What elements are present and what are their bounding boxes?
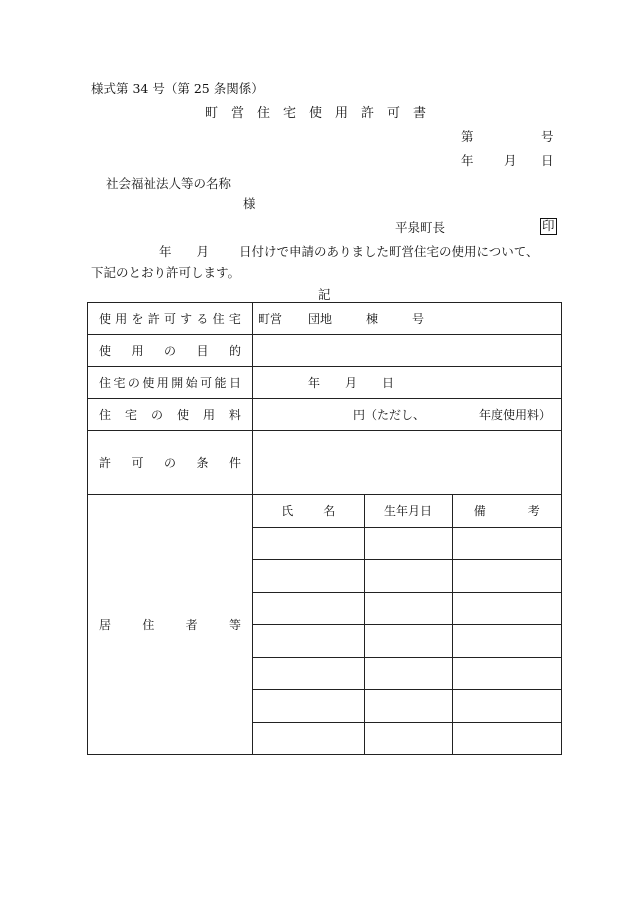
table-row [253, 625, 561, 658]
row-label-residents [88, 495, 253, 755]
table-row [253, 657, 561, 690]
house-number: 号 [412, 312, 425, 326]
residents-cell [253, 495, 562, 755]
row-label-char: 件 [228, 456, 241, 470]
resident-note-cell [452, 592, 561, 625]
resident-note-cell [452, 560, 561, 593]
house-town: 町営 [258, 312, 283, 326]
purpose-value [253, 335, 562, 367]
row-label-char: を [131, 312, 144, 326]
row-label-char: 使 [99, 344, 112, 358]
residents-table [253, 495, 561, 754]
fee-value [253, 399, 562, 431]
row-label-char: 使 [176, 408, 189, 422]
issue-day: 日 [541, 153, 554, 168]
body-line-1 [159, 246, 539, 259]
row-label-char: の [163, 456, 176, 470]
table-row [88, 399, 562, 431]
header-birthdate: 生年月日 [364, 495, 452, 527]
row-label-char: 条 [196, 456, 209, 470]
row-label-start-date [88, 367, 253, 399]
table-row [88, 303, 562, 335]
resident-birth-cell [364, 722, 452, 754]
row-label-char: 用 [115, 312, 128, 326]
number-prefix: 第 [461, 129, 474, 144]
row-label-conditions [88, 431, 253, 495]
issue-year: 年 [461, 153, 474, 168]
start-month: 月 [345, 376, 358, 390]
table-row [88, 335, 562, 367]
table-row [88, 431, 562, 495]
header-name: 氏 名 [281, 504, 336, 519]
row-label-char: 用 [131, 344, 144, 358]
table-row [253, 722, 561, 754]
permit-table [87, 302, 562, 755]
row-label-char: 可 [163, 312, 176, 326]
row-label-char: る [196, 312, 209, 326]
table-row [253, 560, 561, 593]
document-title: 町営住宅使用許可書 [205, 106, 440, 121]
resident-name-cell [253, 625, 364, 658]
row-label-char: 者 [185, 618, 198, 632]
issuer: 平泉町長 [395, 220, 446, 235]
row-label-char: 住 [212, 312, 225, 326]
table-row [88, 495, 562, 755]
start-day: 日 [382, 376, 395, 390]
body-text-1: 日付けで申請のありました町営住宅の使用について、 [239, 244, 539, 259]
ki-heading: 記 [318, 287, 331, 302]
resident-name-cell [253, 722, 364, 754]
row-label-char: 始 [185, 376, 198, 390]
row-label-char: 許 [147, 312, 160, 326]
resident-birth-cell [364, 560, 452, 593]
row-label-char: の [127, 376, 140, 390]
row-label-char: 日 [228, 376, 241, 390]
row-label-char: 使 [99, 312, 112, 326]
resident-birth-cell [364, 690, 452, 723]
row-label-char: 目 [196, 344, 209, 358]
start-year: 年 [308, 376, 321, 390]
resident-birth-cell [364, 527, 452, 560]
table-row [253, 527, 561, 560]
header-remarks: 備 考 [452, 495, 561, 527]
resident-note-cell [452, 527, 561, 560]
row-label-char: 用 [156, 376, 169, 390]
table-row [253, 592, 561, 625]
row-label-char: 可 [131, 456, 144, 470]
resident-name-cell [253, 527, 364, 560]
house-complex: 団地 [308, 312, 333, 326]
row-label-purpose [88, 335, 253, 367]
conditions-value [253, 431, 562, 495]
table-row [253, 690, 561, 723]
row-label-char: 住 [99, 408, 112, 422]
row-label-char: 開 [171, 376, 184, 390]
row-label-char: 可 [200, 376, 213, 390]
fee-fiscal: 年度使用料） [478, 408, 551, 422]
resident-name-cell [253, 592, 364, 625]
row-label-char: の [150, 408, 163, 422]
row-label-house [88, 303, 253, 335]
recipient-name: 社会福祉法人等の名称 [106, 176, 232, 191]
table-row [88, 367, 562, 399]
resident-note-cell [452, 657, 561, 690]
row-label-char: 宅 [124, 408, 137, 422]
row-label-char: 用 [202, 408, 215, 422]
row-label-char: す [180, 312, 193, 326]
row-label-char: 宅 [113, 376, 126, 390]
resident-birth-cell [364, 657, 452, 690]
resident-name-cell [253, 560, 364, 593]
row-label-char: 的 [228, 344, 241, 358]
resident-note-cell [452, 690, 561, 723]
row-label-char: 宅 [228, 312, 241, 326]
house-building: 棟 [366, 312, 379, 326]
row-label-char: 居 [99, 618, 112, 632]
resident-birth-cell [364, 592, 452, 625]
resident-note-cell [452, 625, 561, 658]
residents-header-row [253, 495, 561, 527]
start-date-value [253, 367, 562, 399]
resident-birth-cell [364, 625, 452, 658]
seal-mark: 印 [542, 218, 555, 233]
fee-yen: 円（ただし、 [352, 408, 425, 422]
body-line-2: 下記のとおり許可します。 [91, 265, 241, 280]
row-label-char: の [163, 344, 176, 358]
body-year: 年 [159, 244, 172, 259]
honorific: 様 [243, 196, 256, 211]
row-label-fee [88, 399, 253, 431]
row-label-char: 許 [99, 456, 112, 470]
row-label-char: 使 [142, 376, 155, 390]
issue-month: 月 [504, 153, 517, 168]
resident-note-cell [452, 722, 561, 754]
row-label-char: 料 [228, 408, 241, 422]
resident-name-cell [253, 657, 364, 690]
row-label-char: 住 [99, 376, 112, 390]
form-number: 様式第 34 号（第 25 条関係） [91, 81, 264, 96]
body-month: 月 [196, 244, 210, 259]
row-label-char: 能 [214, 376, 227, 390]
resident-name-cell [253, 690, 364, 723]
row-label-char: 住 [142, 618, 155, 632]
house-value [253, 303, 562, 335]
number-suffix: 号 [541, 129, 554, 144]
row-label-char: 等 [228, 618, 241, 632]
